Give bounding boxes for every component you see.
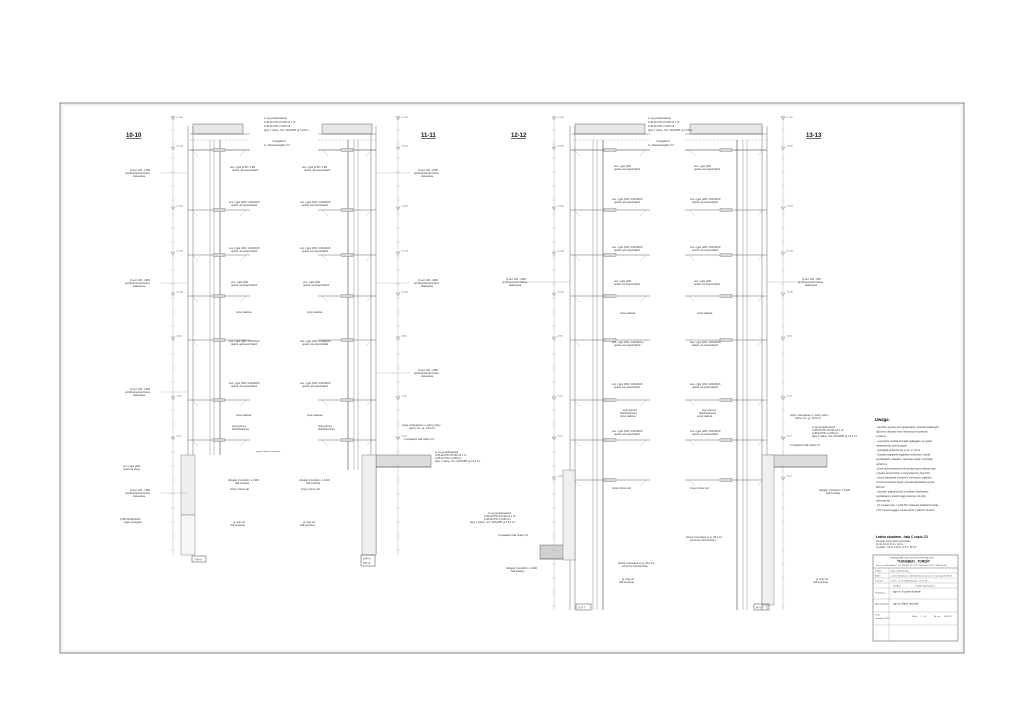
beam-label-sub: oparte na wspornïkach — [614, 168, 641, 171]
tb-value: mgr inż. Krzysztof Kotlarski — [893, 591, 921, 594]
beam-label-sub: oparte na wspornïkach — [231, 250, 258, 253]
beam-section — [604, 479, 616, 482]
wall-spec: 1xPLAN PIC 2,2/20 cm — [435, 457, 462, 460]
note-line: - opsrogadły pelacznik sąc wy sk. w. 'Tel 01 — [876, 450, 921, 452]
level-value: +14,24 — [176, 205, 183, 208]
beam-label: ceo. rygle [160 — [231, 281, 249, 284]
level-value: +7,94 — [557, 395, 563, 398]
beam-section — [720, 439, 732, 442]
axis-label: 7-W-N — [194, 558, 202, 562]
beam-label: ceo. rygle [160 / L60x60x5 — [612, 341, 643, 344]
beam-section — [341, 399, 353, 402]
slab-label: stup górnicy — [318, 425, 332, 428]
note-line: wyszałowani w sposób ciągły zafermem lub płyty — [876, 496, 926, 498]
tb-scale: 1 : 25 — [921, 616, 927, 618]
note-line: ogól zemy obudowy przez nieprzejrzych sprawdzie — [876, 431, 928, 434]
beam-label: ceo. rygle [160 / L60x60x5 — [300, 340, 331, 343]
beam-section — [604, 295, 616, 298]
level-value: +14,24 — [557, 205, 564, 208]
beam-label: ceo. rygle [160 / L60x60x5 — [229, 247, 260, 250]
dark-label: dzieglar zmozebim. L 1200 — [228, 479, 259, 482]
note-line: - obsadaci wiąząrpnia scjąkośnia montonuan i tarytiki — [876, 454, 931, 457]
note-line: - Do montażu stary z profili PCV dowiewać dodatkowo kiniale — [876, 505, 939, 508]
dark-label-sub: hali wsuzbej — [235, 482, 250, 485]
column-label: Q.uez 130 - 2700 — [130, 169, 151, 172]
roof-spec-line-6: cz. blaszowanadzy C1 — [264, 144, 290, 147]
pad-label: gr. dup szt. — [303, 521, 316, 524]
ceiling-label-sub: opara na slupy — [123, 468, 141, 471]
beam-section — [720, 149, 732, 152]
tb-label: Obiekt — [875, 570, 882, 573]
pad-label: gr. dup szt. — [816, 578, 829, 581]
dark-label: dzieglar zmozebim. L 1200 — [506, 567, 537, 570]
floor-label: brama murowana w gr. 25,0 cm — [686, 536, 723, 539]
beam-label-sub: oparte na wspornïkach — [614, 249, 641, 252]
company-address: Toruń ul. Wschodnia 7 tel. 956 611 26 - 62 / 5000 ounsi 561 / 196 056 05 ... — [876, 565, 949, 567]
beam-section — [213, 339, 225, 342]
column-label-sub: przekrojowana liniane — [125, 492, 151, 495]
axis-label: M'-5-7' — [756, 606, 764, 610]
beam-label-sub: oparte na wspornïkach — [614, 386, 641, 389]
level-value: +6,13 — [176, 435, 182, 438]
beam-label: ceo. rygle [160 / L60x60x5 — [612, 430, 643, 433]
axis-label: 5-W-N — [363, 557, 371, 561]
level-value: +6,13 — [401, 435, 407, 438]
column-label-sub: przekrojowana liniane — [414, 172, 440, 175]
pad-label-sub: hali wsuzteej — [300, 524, 315, 527]
level-value: +10,30 — [557, 291, 564, 294]
beam-label: ceo. rygle [160 / L60x60x5 — [229, 382, 260, 385]
beam-section — [720, 295, 732, 298]
beam-label-sub: oparte na wspornïkach — [302, 204, 329, 207]
strop-label: strop stalowa — [620, 312, 636, 315]
level-value: +8,64 — [401, 335, 407, 338]
beam-label-sub: oparte na wspornïkach — [232, 169, 259, 172]
beam-section — [213, 254, 225, 257]
wall-spec: 1xPLAN PIC 2,2/20 cm — [812, 432, 839, 435]
beam-label: ceo. rygle [160 / L60x60x5 — [300, 201, 331, 204]
level-value: +17,02 — [557, 117, 564, 119]
wall-layer-label: wefny min. gr. 13,6 cm — [795, 417, 821, 420]
bottom-label: 1,80x70x90x20x2 — [120, 518, 141, 521]
pad-label: gr. dup szt. — [233, 521, 246, 524]
pad-label: pozych. krdosu ponadaw. — [256, 451, 281, 453]
column-label-sub: przekrojowana liniane — [125, 391, 151, 394]
slab-label: stup górnicy — [623, 409, 637, 412]
wall-layer-label: pzejs. docieplenie m. tekny wolny — [402, 424, 441, 427]
wall-layer-label: wefny min. gr. 13,6 cm — [409, 427, 435, 430]
beam-label: ceo. rygle [160 / L60x60x5 — [690, 341, 721, 344]
slab-label-sub: blachowanowy — [318, 428, 336, 431]
tb-scale-label: Skala — [912, 616, 918, 618]
company-name: "KONSBUD - TORUŃ" — [897, 559, 931, 564]
project-subtitle: przekroje przez ściany obwodowe — [876, 541, 911, 543]
level-value: +17,02 — [176, 117, 183, 119]
slab-label: stup górnicy — [232, 425, 246, 428]
beam-label: ceo. rygle [160 / L60x60x5 — [690, 198, 721, 201]
floor-label-sub: od strony hali wsuzbej — [690, 539, 716, 542]
slab-label-sub: blachowanowy — [620, 412, 638, 415]
column-label: Q.uez 130 - 1800 — [130, 279, 151, 282]
column-label-sub: przekrojowana liniane — [798, 281, 824, 284]
beam-section — [341, 339, 353, 342]
slab-label-sub: blachowanowy — [699, 412, 717, 415]
roof-spec-right-2: 1xPLAN PIC PC/20 14 1 /2 — [648, 121, 680, 124]
tb-label: Inwestor — [875, 580, 884, 583]
section-title-12: 12-12 — [511, 133, 527, 139]
beam-label: ceo. rygle [160 / L60x60x5 — [690, 430, 721, 433]
tb-value: mgr inż. Marek Jaszczak — [893, 603, 919, 606]
beam-label-sub: oparte na wspornïkach — [304, 169, 331, 172]
level-value: +14,24 — [786, 205, 793, 208]
level-value: +4,22 — [557, 475, 563, 478]
beam-label-sub: oparte na wspornïkach — [694, 283, 721, 286]
project-subtitle: 10-10, 10-11, 11-11, 12-12, — [876, 544, 904, 546]
beam-label-sub: oparte na wspornïkach — [303, 284, 330, 287]
column-label: Q.uez 130 - 1300 — [418, 369, 439, 372]
wall-layer-label: pzejs. docieplenie m. tekny wolny — [790, 414, 829, 417]
note-line: - wszystkie połączenia płyt z ramitkami blacharskim — [876, 491, 929, 494]
beam-section — [213, 399, 225, 402]
note-line: - rewerylacja ciężarka konrujaki sugłagajace na rygiach — [876, 440, 933, 443]
note-line: z płytami stemał rozłoży o zamyszlanowny płyte PCV — [876, 473, 930, 475]
roof-spec-right-5: zmopadach — [656, 140, 670, 143]
pad-label-sub: hali wsuzteej — [813, 581, 828, 584]
beam-label-sub: oparte na wspornïkach — [302, 343, 329, 346]
strop-label: strop stalowa — [307, 414, 323, 417]
wall-spec: w. wg projektowanie — [812, 426, 836, 429]
level-value: +8,64 — [786, 335, 792, 338]
dark-label-sub: hali wsuzbej — [826, 492, 841, 495]
note-line: 200 0cm — [876, 486, 885, 489]
dark-label-sub: hali stalowy — [511, 570, 525, 573]
strop-label: strop stalowa — [236, 414, 252, 417]
floor-label: brama murowana w gr. 25,0 cm — [618, 562, 655, 565]
beam-label: ceo. rygle [160 / L60x60x5 — [300, 382, 331, 385]
foundation-wall — [762, 455, 774, 605]
column-label: Q.uez 130 - 1220 — [506, 278, 527, 281]
roof-spec-line-3: 1xPLAN PIC 2,2/20 14 — [264, 125, 291, 128]
wall-spec: 1xPLAN PIC PC/20 14 1 /2 — [435, 454, 467, 457]
project-subtitle: w osiach: 7-W-N, 5-W-N, G'-5-7', M'-5-7' — [876, 547, 917, 549]
beam-label: ceo. rygle [160 / L60x60x5 — [690, 246, 721, 249]
beam-section — [720, 209, 732, 212]
axis-label: 5-N'-G — [363, 562, 371, 565]
floor-label-sub: od strony hali wsuzbej — [622, 565, 648, 568]
beam-section — [341, 254, 353, 257]
pad-label: gr. dup szt. — [622, 578, 635, 581]
column-label: Q.uez 130 - 2700 — [418, 169, 439, 172]
level-value: +7,94 — [176, 395, 182, 398]
pad-label: strop mzieuv skl. — [301, 488, 321, 491]
strop-label: strop stalowa — [620, 415, 636, 418]
beam-section — [213, 295, 225, 298]
beam-label-sub: oparte na wspornïkach — [302, 385, 329, 388]
tb-sheet: K-W-76 — [944, 616, 952, 618]
shaft-label: zmopadach hali roduly C1 — [404, 438, 434, 441]
tb-value: Toruń - ul. M. Skłodowskiej - Curie 25 ... — [891, 580, 930, 583]
beam-label-sub: oparte na wspornïkach — [614, 201, 641, 204]
tb-sheet-label: Nr. rys — [934, 616, 941, 618]
column-label-sub: stalowowa — [133, 285, 146, 288]
beam-label: ceo. rygle [160 / L60x60x5 — [229, 340, 260, 343]
wall-spec: 1xPLAN PIC PC/20 14 1 /2 — [812, 429, 844, 432]
roof-spec-line-1: w. wg projektowanie — [264, 117, 288, 120]
beam-label: ceo. rygle [160 / L60x60x5 — [300, 247, 331, 250]
beam-section — [720, 254, 732, 257]
beam-label: ceo. rygle [160 — [614, 165, 632, 168]
beam-label-sub: oparte na wspornïkach — [692, 249, 719, 252]
column-label-sub: przekrojowana liniane — [502, 281, 528, 284]
beam-label: ceo. rygle [160 / L60x60x5 — [690, 383, 721, 386]
level-value: +14,24 — [401, 205, 408, 208]
company-line: ZURIKA WIELOSKI ELEKTROTECHNICZNY — [890, 557, 934, 560]
column-label-sub: stalowowa — [133, 394, 146, 397]
beam-label: ceo. rygle [160 — [614, 280, 632, 283]
level-value: +10,30 — [786, 291, 793, 294]
beam-label: ceo. rygle [160 / L60x60x5 — [229, 201, 260, 204]
level-value: +12,33 — [176, 250, 183, 253]
level-value: +16,26 — [176, 145, 183, 148]
beam-section — [604, 254, 616, 257]
foundation-wall — [181, 515, 195, 555]
pad-label: strop mzieuv skl. — [230, 488, 250, 491]
roof-spec-line-5: zmopadach — [272, 140, 286, 143]
section-title-13: 13-13 — [806, 133, 822, 139]
pad-label-sub: hali wsuzteej — [230, 524, 245, 527]
beam-section — [604, 209, 616, 212]
level-value: +17,02 — [786, 117, 793, 119]
beam-label: ceo. rygle [160 — [694, 165, 712, 168]
column-label-sub: przekrojowana liniane — [414, 372, 440, 375]
beam-label: ceo. rygle [160 / L60x60x5 — [612, 246, 643, 249]
wall-spec: w. wg projektowanie — [488, 512, 512, 515]
note-line: 10 kroż stemlachrza długory nieroslk blacharskich wynosi — [876, 482, 935, 485]
beam-section — [720, 399, 732, 402]
column-label-sub: stalowowa — [133, 175, 146, 178]
column-label: Q.uez 130 - 1800 — [418, 279, 439, 282]
note-line: poliuretanowy — [876, 500, 891, 503]
beam-section — [341, 149, 353, 152]
beam-label: ceo. rygle [160 / L60x60x5 — [612, 198, 643, 201]
roof-spec-right-3: 1xPLAN PIC 2,2/20 14 — [648, 125, 675, 128]
slab-label-sub: blachowanowy — [232, 428, 250, 431]
section-title-10: 10-10 — [126, 133, 142, 139]
level-value: +8,64 — [176, 335, 182, 338]
roof-spec-right-6: cz. blaszowanadzy C1 — [648, 144, 674, 147]
wall-spec: 1xPLAN PIC 2,2/20 cm — [484, 518, 511, 521]
beam-section — [213, 439, 225, 442]
foundation-wall — [563, 470, 575, 560]
level-value: +12,33 — [557, 250, 564, 253]
shaft-label: zmopadach hali roduly C1 — [790, 444, 820, 447]
wall-spec: 1xPLAN PIC PC/20 14 1 /2 — [484, 515, 516, 518]
level-value: +7,94 — [786, 395, 792, 398]
dark-label: dzieglar zmozebim. L 1200 — [819, 489, 850, 492]
column-label-sub: stalowowa — [421, 175, 434, 178]
beam-section — [604, 149, 616, 152]
wall-spec: w. wg projektowanie — [435, 451, 459, 454]
pad-label-sub: hali wsuzteej — [619, 581, 634, 584]
beam-label: ceo. rygle [2 80 / 2 80 — [302, 166, 327, 169]
beam-label-sub: oparte na wspornïkach — [692, 344, 719, 347]
project-title: Łaźnia obudowa - hala C część C3 — [876, 535, 928, 539]
note-line: z PCV umochnegąjące montaż alżoni w płaszch obudowy — [876, 509, 935, 512]
tb-stage: Stadium — [893, 585, 902, 588]
beam-section — [341, 439, 353, 442]
axis-label: G'-5-7' — [578, 606, 586, 610]
beam-label-sub: oparte na wspornïkach — [231, 385, 258, 388]
level-value: +10,30 — [401, 291, 408, 294]
level-value: +16,26 — [401, 145, 408, 148]
roof-spec-right-1: w. wg projektowanie — [648, 117, 672, 120]
notes-heading: Uwaga: — [875, 417, 890, 422]
beam-label-sub: oparte na wspornïkach — [692, 386, 719, 389]
strop-label: strop stalowa — [307, 311, 323, 314]
note-line: - przed zamronzowaniem ptk na pasorzujcny stalowe rygle — [876, 468, 936, 471]
wall-spec: płyty z wełny, min. ROCKBT gr 13,6 cm — [435, 460, 481, 463]
beam-section — [604, 399, 616, 402]
beam-label: ceo. rygle [160 — [694, 280, 712, 283]
level-value: +12,33 — [401, 250, 408, 253]
foundation-wall — [362, 455, 376, 555]
column-label-sub: stalowowa — [421, 375, 434, 378]
beam-label: ceo. rygle [160 / L60x60x5 — [612, 383, 643, 386]
pad-label: strop mzieuv skl. — [612, 487, 632, 490]
level-value: +10,30 — [176, 291, 183, 294]
beam-label-sub: oparte na wspornïkach — [614, 344, 641, 347]
tb-value: Hala codziennego — [891, 570, 909, 573]
column-label-sub: stalowowa — [805, 284, 818, 287]
beam-section — [341, 295, 353, 298]
column-label-sub: przekrojowana liniane — [125, 172, 151, 175]
beam-label-sub: oparte na wspornïkach — [692, 433, 719, 436]
tb-label: Adres — [875, 575, 881, 578]
level-value: +8,64 — [557, 335, 563, 338]
beam-label-sub: oparte na wspornïkach — [231, 343, 258, 346]
beam-label-sub: oparte na wspornïkach — [302, 250, 329, 253]
beam-label: ceo. rygle [2 80 / 2 80 — [230, 166, 255, 169]
beam-label-sub: oparte na wspornïkach — [231, 204, 258, 207]
tb-value: Łaźnia obudowa i zakl bekokosciowy ścian i rep kryje 0% 8520 — [891, 575, 952, 578]
beam-section — [213, 209, 225, 212]
note-line: - wszystkie wymiary jest, sprawowanie i rozstawu dokłapujych — [876, 427, 939, 429]
level-value: +12,33 — [786, 250, 793, 253]
bottom-label-sub: sagle ronagaca — [124, 521, 142, 524]
tb-date-label: Data — [875, 614, 880, 617]
column-label-sub: przekrojowana liniane — [125, 282, 151, 285]
level-value: +6,13 — [786, 435, 792, 438]
section-title-11: 11-11 — [421, 133, 436, 139]
beam-label-sub: oparte na wspornïkach — [692, 201, 719, 204]
ceiling-label: ceo. rygle [160 — [123, 465, 141, 468]
note-line: poszwiedłachy stawialne i opsrdacja, skaldy i zieryfikaty — [876, 459, 933, 462]
note-line: techniczne — [876, 463, 887, 466]
note-line: w naturze — [876, 436, 886, 439]
column-label: Q.uez 130 - 940 — [802, 278, 821, 281]
roof-spec-line-2: 1xPLAN PIC PC/20 14 1 /2 — [264, 121, 296, 124]
beam-label-sub: oparte na wspornïkach — [694, 168, 721, 171]
column-label-sub: przekrojowana liniane — [414, 282, 440, 285]
dark-label: dzieglar zmozebim. L 1200 — [299, 479, 330, 482]
shaft-label: zmopadach hali roduly C1 — [498, 534, 528, 537]
tb-stage-value: Projekt wykonawczy — [915, 585, 935, 588]
level-value: +7,94 — [401, 395, 407, 398]
tb-label: Sprawdzający — [875, 603, 889, 606]
strop-label: strop stalowa — [697, 415, 713, 418]
slab-label: stup górnicy — [702, 409, 716, 412]
column-label-sub: stalowowa — [509, 284, 522, 287]
roof-spec-right-4: płyty z wełny, min. ROCKBT gr 11,6cm — [648, 129, 693, 132]
dark-label-sub: hali wsuzbej — [306, 482, 321, 485]
wall-spec: płyty z wełny, min. ROCKBT gr 13,6 cm — [812, 435, 858, 438]
note-line: nadopedienazi sudemrnogach — [876, 445, 907, 448]
beam-section — [720, 479, 732, 482]
column-label-sub: stalowowa — [133, 495, 146, 498]
level-value: +16,26 — [786, 145, 793, 148]
column-label: Q.uez 130 - 1300 — [130, 388, 151, 391]
tb-label: Projektant — [875, 592, 885, 595]
beam-label-sub: oparte na wspornïkach — [614, 283, 641, 286]
level-value: +4,22 — [786, 475, 792, 478]
beam-section — [720, 339, 732, 342]
beam-label-sub: oparte na wspornïkach — [231, 284, 258, 287]
strop-label: strop stalowa — [697, 312, 713, 315]
level-value: +17,02 — [401, 117, 408, 119]
pad-label: strop mzieuv skl. — [690, 487, 710, 490]
column-label: Q.uez 130 - 7500 — [130, 489, 151, 492]
beam-section — [604, 439, 616, 442]
beam-label-sub: oparte na wspornïkach — [614, 433, 641, 436]
roof-spec-line-4: płyty z wełny, min. ROCKBT gr 11,6cm — [264, 129, 309, 132]
wall-spec: płyty z wełny, min. ROCKBT gr 13,6 cm — [470, 521, 516, 524]
foundation-wall — [181, 455, 195, 515]
level-value: +6,13 — [557, 435, 563, 438]
tb-date: Grudzień 2011 — [875, 618, 890, 620]
beam-label: ceo. rygle [160 — [303, 281, 321, 284]
strop-label: strop stalowa — [236, 311, 252, 314]
beam-section — [213, 149, 225, 152]
note-line: - zimeki blacharskie montawel z minimalnym zakładem, — [876, 477, 933, 480]
beam-section — [341, 209, 353, 212]
level-value: +16,26 — [557, 145, 564, 148]
column-label-sub: stalowowa — [421, 285, 434, 288]
